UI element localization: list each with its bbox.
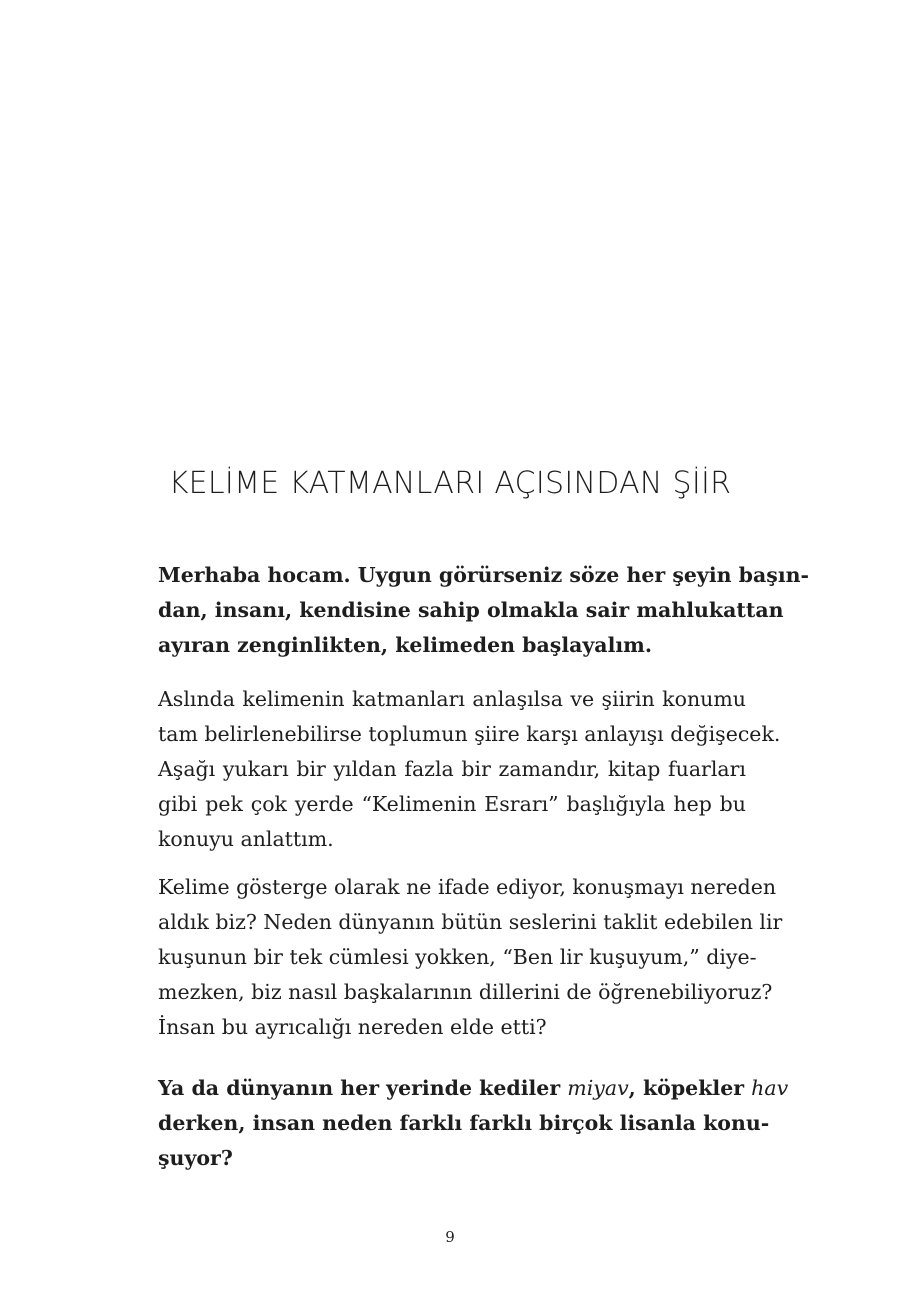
question-line: ayıran zenginlikten, kelimeden başlayalım. [158, 633, 652, 657]
question-text: Ya da dünyanın her yerinde kediler [158, 1076, 568, 1100]
question-line: Merhaba hocam. Uygun görürseniz söze her şeyin başın- [158, 563, 810, 587]
paragraph-line: Kelime gösterge olarak ne ifade ediyor, konuşmayı nereden [158, 875, 777, 899]
interview-question-1 [158, 558, 810, 663]
paragraph-line: mezken, biz nasıl başkalarının dillerini de öğrenebiliyoruz? [158, 980, 773, 1004]
interview-question-2 [158, 1071, 789, 1176]
question-line: dan, insanı, kendisine sahip olmakla sair mahlukattan [158, 598, 784, 622]
answer-paragraph-2 [158, 870, 783, 1045]
chapter-title: KELİME KATMANLARI AÇISINDAN ŞİİR [168, 466, 732, 501]
page-number: 9 [445, 1228, 455, 1246]
question-line: derken, insan neden farklı farklı birçok lisanla konu- [158, 1111, 770, 1135]
italic-word: miyav [567, 1076, 629, 1100]
question-line: şuyor? [158, 1146, 233, 1170]
paragraph-line: aldık biz? Neden dünyanın bütün seslerini taklit edebilen lir [158, 910, 783, 934]
question-line [158, 1071, 789, 1106]
paragraph-line: gibi pek çok yerde “Kelimenin Esrarı” başlığıyla hep bu [158, 792, 746, 816]
italic-word: hav [751, 1076, 789, 1100]
answer-paragraph-1 [158, 682, 781, 857]
paragraph-line: İnsan bu ayrıcalığı nereden elde etti? [158, 1015, 547, 1039]
question-text: , köpekler [628, 1076, 752, 1100]
paragraph-line: konuyu anlattım. [158, 827, 334, 851]
paragraph-line: Aslında kelimenin katmanları anlaşılsa ve şiirin konumu [158, 687, 746, 711]
paragraph-line: tam belirlenebilirse toplumun şiire karşı anlayışı değişecek. [158, 722, 781, 746]
paragraph-line: kuşunun bir tek cümlesi yokken, “Ben lir kuşuyum,” diye- [158, 945, 757, 969]
paragraph-line: Aşağı yukarı bir yıldan fazla bir zamandır, kitap fuarları [158, 757, 746, 781]
